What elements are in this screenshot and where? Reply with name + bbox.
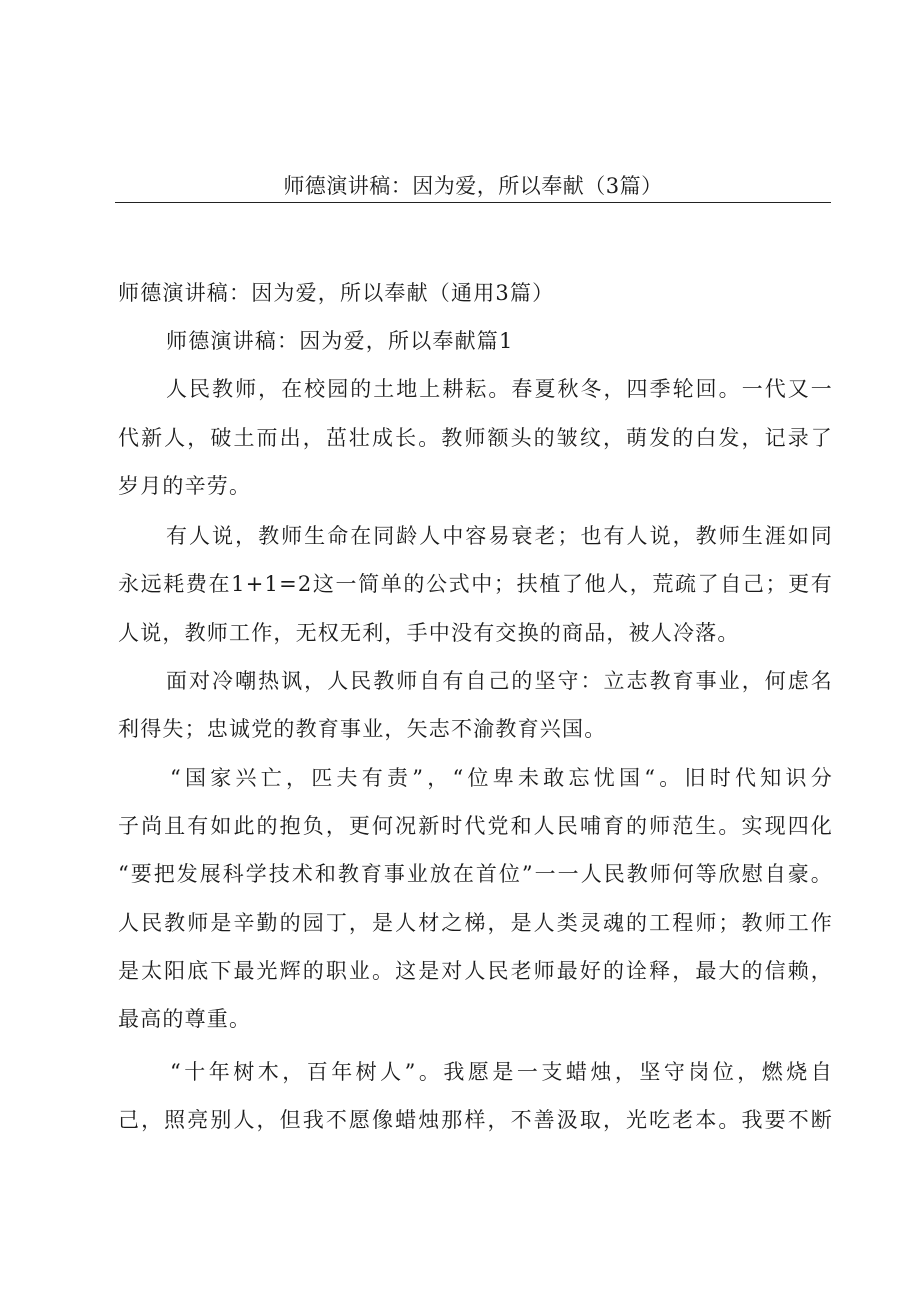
paragraph-line: 代新人，破土而出，茁壮成长。教师额头的皱纹，萌发的白发，记录了 — [118, 426, 833, 450]
title-underline — [115, 202, 831, 203]
paragraph-line: 是太阳底下最光辉的职业。这是对人民老师最好的诠释，最大的信赖， — [118, 959, 833, 983]
paragraph-line: 子尚且有如此的抱负，更何况新时代党和人民哺育的师范生。实现四化 — [118, 814, 833, 838]
paragraph-line: “要把发展科学技术和教育事业放在首位”一一人民教师何等欣慰自豪。 — [118, 862, 833, 886]
paragraph-line: 己，照亮别人，但我不愿像蜡烛那样，不善汲取，光吃老本。我要不断 — [118, 1108, 833, 1132]
paragraph-line: 岁月的辛劳。 — [118, 474, 252, 498]
document-subtitle: 师德演讲稿：因为爱，所以奉献（通用3篇） — [118, 281, 555, 305]
paragraph-line: 永远耗费在1+1=2这一简单的公式中；扶植了他人，荒疏了自己；更有 — [118, 572, 833, 596]
paragraph-line: “国家兴亡，匹夫有责”，“位卑未敢忘忧国“。旧时代知识分 — [170, 766, 833, 790]
paragraph-line: 利得失；忠诚党的教育事业，矢志不渝教育兴国。 — [118, 717, 607, 741]
paragraph-line: 最高的尊重。 — [118, 1007, 252, 1031]
section-heading: 师德演讲稿：因为爱，所以奉献篇1 — [166, 329, 514, 353]
paragraph-line: “十年树木，百年树人”。我愿是一支蜡烛，坚守岗位，燃烧自 — [170, 1060, 833, 1084]
paragraph-line: 人民教师，在校园的土地上耕耘。春夏秋冬，四季轮回。一代又一 — [166, 377, 833, 401]
document-title: 师德演讲稿：因为爱，所以奉献（3篇） — [283, 174, 663, 198]
paragraph-line: 有人说，教师生命在同龄人中容易衰老；也有人说，教师生涯如同 — [166, 524, 833, 548]
paragraph-line: 面对冷嘲热讽，人民教师自有自己的坚守：立志教育事业，何虑名 — [166, 669, 833, 693]
paragraph-line: 人民教师是辛勤的园丁，是人材之梯，是人类灵魂的工程师；教师工作 — [118, 911, 833, 935]
paragraph-line: 人说，教师工作，无权无利，手中没有交换的商品，被人冷落。 — [118, 621, 740, 645]
